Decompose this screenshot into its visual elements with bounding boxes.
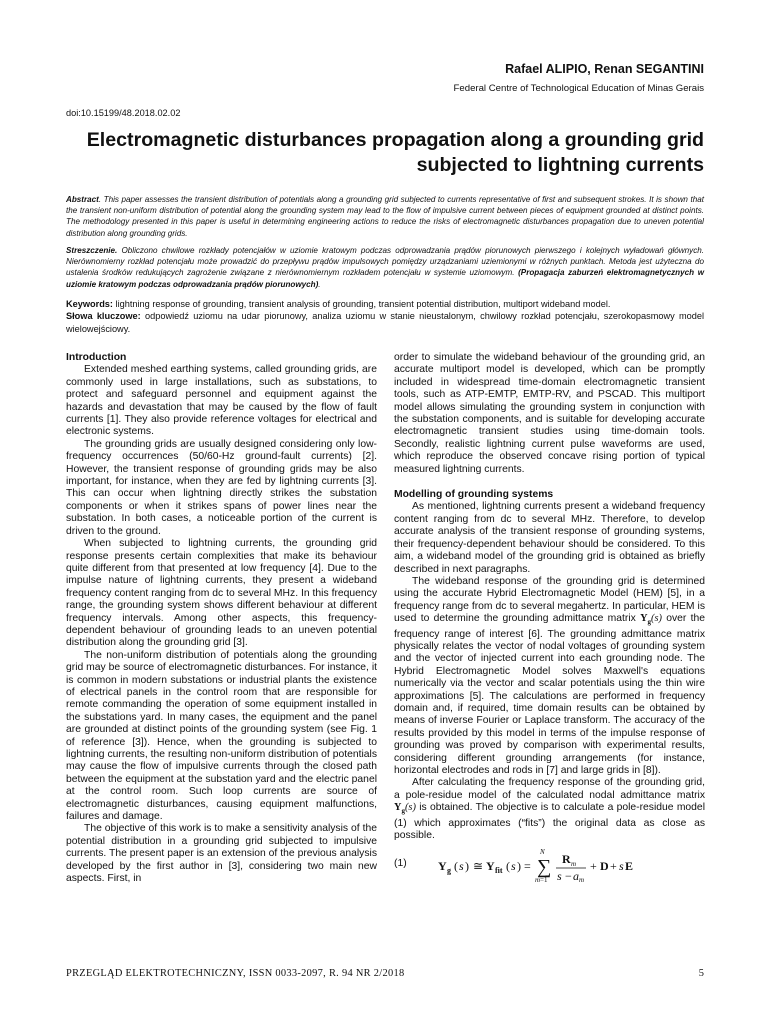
equation-formula xyxy=(434,845,704,885)
svg-text:+: + xyxy=(590,858,597,873)
svg-text:=1: =1 xyxy=(540,875,548,884)
streszczenie-label: Streszczenie. xyxy=(66,246,118,255)
keywords-label: Keywords: xyxy=(66,299,113,309)
equation-number: (1) xyxy=(394,857,407,869)
paper-title: Electromagnetic disturbances propagation along a grounding grid subjected to lightning currents xyxy=(86,129,704,176)
svg-text:s: s xyxy=(557,868,562,883)
authors: Rafael ALIPIO, Renan SEGANTINI xyxy=(505,62,704,76)
svg-text:D: D xyxy=(600,858,609,873)
svg-text:m: m xyxy=(535,875,541,884)
svg-text:(: ( xyxy=(506,858,510,873)
page-number: 5 xyxy=(698,968,704,979)
svg-text:m: m xyxy=(571,859,577,868)
svg-text:E: E xyxy=(625,858,634,873)
streszczenie-end: . xyxy=(318,279,321,289)
matrix-subscript: g xyxy=(647,618,652,627)
paragraph: The non-uniform distribution of potentials along the grounding grid may be source of electromagnetic disturbances. For instance, it is common in modern substations or industrial plants the existence of electrical panels in the control room that are responsible for remote commanding the operation of some equipment installed in the substations yard. In many cases, the equipment and the panel are grounded at distinct points of the grounding system (see Fig. 1 of reference [3]). Hence, when the grounding is subjected to lightning currents, the resulting non-uniform distribution of potentials may cause the flow of impulsive currents through the closed path between the equipment at the substation yard and the electric panel at the control room. Such loop currents are source of electromagnetic disturbances, causing equipment malfunctions, failures and damage. xyxy=(66,649,377,823)
paragraph xyxy=(394,576,705,778)
streszczenie-text: Obliczono chwilowe rozkłady potencjałów w uziomie kratowym podczas odprowadzania prądów piorunowych pierwszego i kolejnych wyładowań głównych. Nierównomierny rozkład potencjału może prowadzić do przepływu prądów impulsowych pomiędzy urządzaniami uziemionymi w różnych punktach. Metoda jest użyteczna do ustalenia środków redukujących zagrożenie związane z nierównomiernym rozkładem potencjału w systemie uziomowym. xyxy=(66,246,704,278)
matrix-argument: (s) xyxy=(651,613,662,625)
svg-text:Y: Y xyxy=(486,858,495,873)
svg-text:−: − xyxy=(565,868,572,883)
polish-title: (Propagacja zaburzeń elektromagnetycznych w uziomie kratowym podczas odprowadzania prądów piorunowych) xyxy=(66,268,704,289)
left-column xyxy=(66,352,377,885)
paragraph-text: is obtained. The objective is to calculate a pole-residue model (1) which approximates (“fits”) the original data as close as possible. xyxy=(394,802,705,842)
right-column xyxy=(394,352,705,885)
svg-text:+: + xyxy=(610,858,617,873)
matrix-argument: (s) xyxy=(404,802,416,814)
matrix-subscript: g xyxy=(401,807,405,816)
abstract-text: . This paper assesses the transient distribution of potentials along a grounding grid subjected to currents representative of first and subsequent strokes. It is shown that the transient non-uniform distribution of potential along the grounding system may lead to the flow of impulsive current between pieces of equipment grounded at distinct points. The methodology presented in this paper is useful in determining engineering actions to reduce the risks of electromagnetic disturbances propagation due to uneven potential distribution along grounding grids. xyxy=(66,195,704,238)
svg-text:): ) xyxy=(517,858,521,873)
svg-text:(: ( xyxy=(454,858,458,873)
matrix-symbol: Y xyxy=(394,802,402,814)
svg-text:s: s xyxy=(459,858,464,873)
equation-1 xyxy=(394,845,705,885)
paragraph-text: The wideband response of the grounding grid is determined using the accurate Hybrid Electromagnetic Model (HEM) [5], in a frequency range from dc to several megahertz. In particular, HEM is used to determine the grounding admittance matrix xyxy=(394,575,705,625)
affiliation: Federal Centre of Technological Education of Minas Gerais xyxy=(453,83,704,94)
paragraph-text: After calculating the frequency response of the grounding grid, a pole-residue model of the calculated nodal admittance matrix xyxy=(394,777,705,801)
svg-text:): ) xyxy=(465,858,469,873)
svg-text:N: N xyxy=(540,847,545,856)
svg-text:Y: Y xyxy=(438,858,447,873)
paragraph: As mentioned, lightning currents present a wideband frequency content ranging from dc to several MHz. Therefore, to develop accurate analysis of the transient response of grounding systems, their frequency-dependent behaviour should be considered. To this aim, a wideband model of the grounding grid is obtained as briefly described in next paragraphs. xyxy=(394,501,705,575)
paragraph: When subjected to lightning currents, the grounding grid response presents certain complexities that make its behaviour quite different from that presented at low frequency [4]. Due to the impulse nature of lightning currents, they present a wideband frequency content ranging from dc to several MHz. In this frequency range, the grounding system shows different behaviour at different frequency intervals. Among other aspects, this frequency-dependent behaviour of grounding leads to an uneven potential distribution along the grounding grid [3]. xyxy=(66,538,377,649)
slowa-kluczowe-label: Słowa kluczowe: xyxy=(66,311,141,322)
keywords-block xyxy=(66,298,704,335)
svg-text:s: s xyxy=(511,858,516,873)
section-heading-modelling: Modelling of grounding systems xyxy=(394,489,554,501)
journal-footer: PRZEGLĄD ELEKTROTECHNICZNY, ISSN 0033-2097, R. 94 NR 2/2018 xyxy=(66,968,405,979)
paragraph-text: over the frequency range of interest [6]. The grounding admittance matrix physically relates the vector of nodal voltages of grounding system and the vector of injected current into each grounding node. The Hybrid Electromagnetic Model solves Maxwell's equations numerically via the vector and scalar potentials using the thin wire approximations [5]. The calculations are performed in frequency domain and, if required, time domain results can be obtained by means of inverse Fourier or Laplace transform. The accuracy of the results provided by this model in terms of the impulse response of grounding was proved by comparison with experimental results, considering different grounding arrangements (for instance, horizontal electrodes and rods in [7] and large grids in [8]). xyxy=(394,613,705,777)
keywords-en xyxy=(66,298,704,310)
slowa-kluczowe-text: odpowiedź uziomu na udar piorunowy, analiza uziomu w stanie nieustalonym, chwilowy rozkład potencjału, szerokopasmowy model wielowejściowy. xyxy=(66,311,704,334)
svg-text:m: m xyxy=(579,875,585,884)
svg-text:fit: fit xyxy=(495,865,503,875)
doi: doi:10.15199/48.2018.02.02 xyxy=(66,108,181,118)
svg-text:s: s xyxy=(619,858,624,873)
abstract-label: Abstract xyxy=(66,195,99,204)
svg-text:a: a xyxy=(573,868,579,883)
svg-text:g: g xyxy=(447,865,451,875)
keywords-text: lightning response of grounding, transient analysis of grounding, transient potential distribution, multiport wideband model. xyxy=(112,299,611,309)
svg-text:∑: ∑ xyxy=(537,855,552,878)
matrix-symbol: Y xyxy=(640,613,648,625)
paragraph: The grounding grids are usually designed considering only low-frequency occurrences (50/60-Hz ground-fault currents) [2]. However, the transient response of grounding grids may be also important, for instance, when they are fed by lightning currents [3]. This can occur when lightning directly strikes the substation components or when it strikes spans of power lines near the substation. In both cases, a noticeable portion of the current is driven to the ground. xyxy=(66,438,377,537)
abstract-polish xyxy=(66,245,704,290)
section-heading-introduction: Introduction xyxy=(66,352,127,363)
keywords-pl xyxy=(66,310,704,335)
abstract-english xyxy=(66,194,704,239)
paragraph xyxy=(394,777,705,842)
paragraph: The objective of this work is to make a sensitivity analysis of the potential distribution in a grounding grid subjected to impulsive currents. The present paper is an extension of the previous analysis developed by the first author in [3], considering two main new aspects. First, in xyxy=(66,823,377,885)
svg-text:R: R xyxy=(562,851,571,866)
svg-text:≅: ≅ xyxy=(473,858,484,873)
paragraph: Extended meshed earthing systems, called grounding grids, are commonly used in large installations, such as substations, to protect and safeguard personnel and equipment against the hazards and devastation that may be caused by the flow of fault currents [1]. They also provide reference voltages for electrical and electronic systems. xyxy=(66,364,377,438)
paragraph: order to simulate the wideband behaviour of the grounding grid, an accurate multiport model is developed, which can be promptly included in widespread time-domain electromagnetic transient tools, such as ATP-EMTP, EMTP-RV, and PSCAD. This multiport model allows simulating the grounding system in conjunction with the substation components, and is suitable for developing accurate electromagnetic transient studies using time-domain tools. Secondly, realistic lightning current pulse waveforms are used, which reproduce the observed concave rising portion of typical measured lightning currents. xyxy=(394,352,705,475)
svg-text:=: = xyxy=(524,858,531,873)
